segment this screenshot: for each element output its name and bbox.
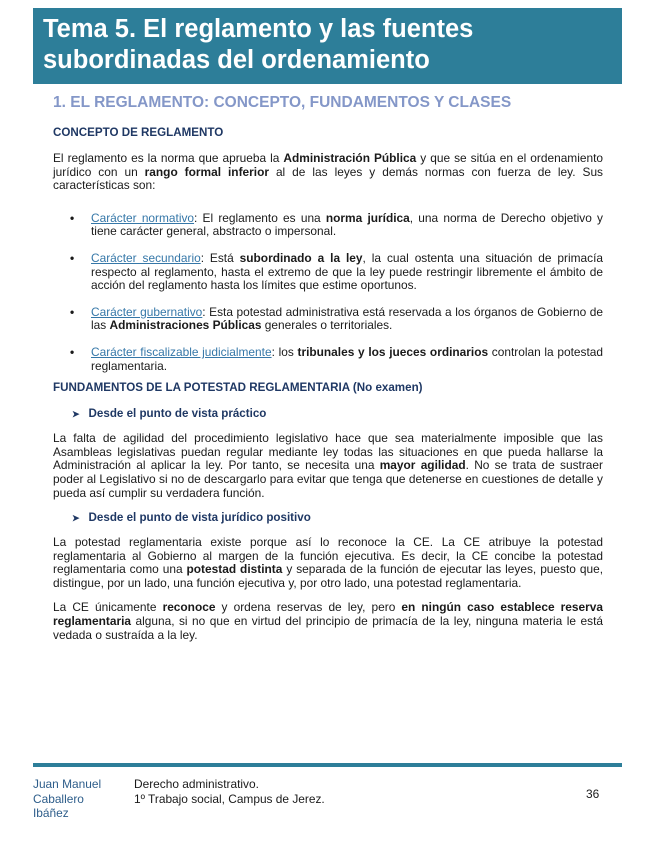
- list-item: • Carácter fiscalizable judicialmente: los tribunales y los jueces ordinarios controlan la potestad reglamentaria.: [70, 344, 603, 373]
- section-heading: 1. EL REGLAMENTO: CONCEPTO, FUNDAMENTOS Y CLASES: [53, 94, 512, 111]
- characteristics-list: [53, 212, 603, 373]
- document-body: [53, 94, 603, 653]
- practical-paragraph: La falta de agilidad del procedimiento legislativo hace que sea materialmente imposible que las Asambleas legislativas puedan regular mediante ley todas las situaciones en que pueda hallarse la Administración al aplicar la ley. Por tanto, se necesita una mayor agilidad. No se trata de sustraer poder al Legislativo si no de descargarlo para evitar que tenga que detenerse en cuestiones de detalle y pueda así cumplir su verdadera función.: [53, 431, 603, 500]
- footer-divider: [33, 763, 622, 767]
- title-banner: [33, 8, 622, 84]
- legal-paragraph-1: La potestad reglamentaria existe porque así lo reconoce la CE. La CE atribuye la potestad reglamentaria al Gobierno al margen de la función ejecutiva. Es decir, la CE concibe la potestad reglamentaria como una potestad distinta y separada de la función de ejecutar las leyes, puesto que, distingue, por un lado, una función ejecutiva y, por otro lado, una potestad reglamentaria.: [53, 535, 604, 590]
- arrow-bullet-icon: ➤: [72, 409, 80, 420]
- page-title-line1: Tema 5. El reglamento y las fuentes: [43, 15, 474, 43]
- page-title: [43, 14, 612, 76]
- footer-course: Derecho administrativo. 1º Trabajo social, Campus de Jerez.: [134, 777, 325, 806]
- legal-paragraph-2: La CE únicamente reconoce y ordena reservas de ley, pero en ningún caso establece reserva reglamentaria alguna, si no que en virtud del principio de primacía de la ley, ninguna materia le está vedada o sustraída a la ley.: [53, 600, 603, 642]
- practical-heading: ➤ Desde el punto de vista práctico: [72, 407, 267, 421]
- page-title-line2: subordinadas del ordenamiento: [43, 46, 430, 74]
- arrow-bullet-icon: ➤: [72, 513, 80, 524]
- list-item: • Carácter gubernativo: Esta potestad administrativa está reservada a los órganos de Gobierno de las Administraciones Públicas generales o territoriales.: [70, 304, 603, 333]
- intro-paragraph: El reglamento es la norma que aprueba la Administración Pública y que se sitúa en el ordenamiento jurídico con un rango formal inferior al de las leyes y demás normas con fuerza de ley. Sus características son:: [53, 151, 603, 193]
- concept-heading: CONCEPTO DE REGLAMENTO: [53, 126, 224, 139]
- fundamentals-heading: FUNDAMENTOS DE LA POTESTAD REGLAMENTARIA (No examen): [53, 381, 423, 395]
- page-number: 36: [586, 787, 600, 801]
- legal-heading: ➤ Desde el punto de vista jurídico positivo: [72, 511, 311, 525]
- footer-author: Juan Manuel Caballero Ibáñez: [33, 777, 102, 820]
- list-item: • Carácter normativo: El reglamento es una norma jurídica, una norma de Derecho objetivo y tiene carácter general, abstracto o impersonal.: [70, 210, 604, 239]
- characteristic-link[interactable]: Carácter gubernativo: [91, 304, 203, 319]
- characteristic-link[interactable]: Carácter normativo: [91, 210, 195, 225]
- characteristic-link[interactable]: Carácter fiscalizable judicialmente: [91, 344, 272, 359]
- characteristic-link[interactable]: Carácter secundario: [91, 250, 201, 265]
- list-item: • Carácter secundario: Está subordinado a la ley, la cual ostenta una situación de primacía respecto al reglamento, hasta el extremo de que la ley puede restringir libremente el ámbito de acción del reglamento hasta los límites que estime oportunos.: [70, 250, 603, 293]
